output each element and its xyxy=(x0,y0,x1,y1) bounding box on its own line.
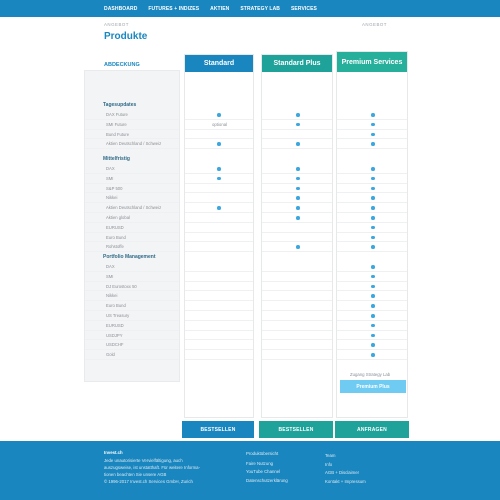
included-dot-icon xyxy=(371,187,375,191)
included-dot-icon xyxy=(371,113,375,117)
nav-item-futures-indizes[interactable]: FUTURES + INDIZES xyxy=(148,5,200,12)
footer-link-datenschutz[interactable]: Datenschutzerklärung xyxy=(246,478,288,483)
feature-row xyxy=(85,321,179,331)
page-title: Produkte xyxy=(104,31,148,42)
included-dot-icon xyxy=(371,314,375,318)
plan-cell-row xyxy=(262,350,332,360)
footer-link-produktuebersicht[interactable]: Produktübersicht xyxy=(246,451,279,456)
feature-label: DAX xyxy=(106,166,115,171)
included-dot-icon xyxy=(217,167,221,171)
included-dot-icon xyxy=(296,113,300,117)
included-dot-icon xyxy=(371,334,375,338)
plan-cell-row xyxy=(337,282,407,292)
plan-cell-row xyxy=(185,110,253,120)
plan-cell-row xyxy=(185,242,253,252)
plan-cell-row xyxy=(185,340,253,350)
feature-row xyxy=(85,223,179,233)
feature-label: S&P 500 xyxy=(106,185,123,191)
feature-label: Rohstoffe xyxy=(106,244,124,250)
plan-cell-row xyxy=(262,262,332,272)
plan-cell-row xyxy=(262,110,332,120)
plan-premium-services xyxy=(336,51,408,418)
plan-cell-row xyxy=(337,164,407,174)
plan-cell-row xyxy=(262,139,332,149)
plan-cell-row xyxy=(185,213,253,223)
included-dot-icon xyxy=(371,245,375,249)
plan-cell-row xyxy=(337,321,407,331)
plan-cell-row xyxy=(262,321,332,331)
feature-label: Euro Bund xyxy=(106,234,126,240)
included-dot-icon xyxy=(296,206,300,210)
plan-cell-row xyxy=(337,301,407,311)
included-dot-icon xyxy=(217,142,221,146)
included-dot-icon xyxy=(217,206,221,210)
included-dot-icon xyxy=(296,196,300,200)
footer-link-kontakt[interactable]: Kontakt + Impressum xyxy=(325,479,366,484)
included-dot-icon xyxy=(296,167,300,171)
feature-row xyxy=(85,291,179,301)
included-dot-icon xyxy=(371,123,375,127)
footer-text-line: Jede unautorisierte Vervielfältigung, auch xyxy=(104,458,183,463)
included-dot-icon xyxy=(371,265,375,269)
footer-text-line: auszugsweise, ist unstatthaft. Für weitere Informa- xyxy=(104,465,201,470)
category-mittelfristig: Mittelfristig xyxy=(103,156,130,162)
request-premium-button[interactable]: ANFRAGEN xyxy=(335,421,409,438)
plan-cell-row xyxy=(337,233,407,243)
included-dot-icon xyxy=(371,353,375,357)
included-dot-icon xyxy=(296,142,300,146)
plan-cell-row xyxy=(185,184,253,194)
plan-cell-row xyxy=(262,223,332,233)
included-dot-icon xyxy=(296,187,300,191)
feature-label: Aktien Deutschland / Schweiz xyxy=(106,141,162,147)
feature-column xyxy=(84,70,180,382)
plan-cell-row xyxy=(185,223,253,233)
feature-row xyxy=(85,203,179,213)
feature-row xyxy=(85,213,179,223)
feature-label: SMI xyxy=(106,273,114,279)
feature-row xyxy=(85,184,179,194)
feature-label: Nikkei xyxy=(106,195,118,201)
plan-cell-row xyxy=(337,242,407,252)
feature-row xyxy=(85,120,179,130)
footer-brand: Invest.ch xyxy=(104,450,123,455)
feature-row xyxy=(85,272,179,282)
plan-cell-row xyxy=(262,203,332,213)
feature-row xyxy=(85,242,179,252)
feature-label: Gold xyxy=(106,352,115,358)
included-dot-icon xyxy=(371,216,375,220)
plan-cell-row xyxy=(185,164,253,174)
buy-standard-button[interactable]: BESTSELLEN xyxy=(182,421,254,438)
plan-standard-plus xyxy=(261,54,333,418)
cell-note: optional xyxy=(212,122,228,128)
plan-cell-row xyxy=(262,340,332,350)
plan-cell-row xyxy=(262,331,332,341)
included-dot-icon xyxy=(371,142,375,146)
plan-cell-row xyxy=(185,272,253,282)
plan-cell-row xyxy=(337,272,407,282)
top-navigation xyxy=(0,0,500,17)
plan-cell-row xyxy=(337,262,407,272)
plan-cell-row xyxy=(185,139,253,149)
plan-cell-row xyxy=(185,130,253,140)
plan-cell-row xyxy=(185,291,253,301)
feature-label: Aktien Deutschland / Schweiz xyxy=(106,205,162,211)
included-dot-icon xyxy=(371,324,375,328)
included-dot-icon xyxy=(371,226,375,230)
page-content xyxy=(0,17,500,441)
feature-row xyxy=(85,282,179,292)
plan-cell-row xyxy=(262,291,332,301)
feature-label: USDJPY xyxy=(106,332,123,338)
plan-cell-row xyxy=(337,110,407,120)
plan-cell-row xyxy=(262,184,332,194)
plan-cell-row xyxy=(337,120,407,130)
included-dot-icon xyxy=(371,177,375,181)
included-dot-icon xyxy=(371,196,375,200)
plan-cell-row xyxy=(262,193,332,203)
feature-row xyxy=(85,130,179,140)
feature-row xyxy=(85,311,179,321)
feature-row xyxy=(85,301,179,311)
plan-cell-row xyxy=(262,282,332,292)
feature-row xyxy=(85,174,179,184)
nav-item-services[interactable]: SERVICES xyxy=(291,5,317,12)
footer-text-line: tionen beachten Sie unsere AGB xyxy=(104,472,167,477)
feature-label: SMI Future xyxy=(106,121,127,127)
plan-cell-row xyxy=(185,282,253,292)
plan-cell-row xyxy=(337,174,407,184)
plan-cell-row xyxy=(185,331,253,341)
footer-link-agb[interactable]: AGB + Disclaimer xyxy=(325,470,360,475)
plan-cell-row xyxy=(185,311,253,321)
feature-row xyxy=(85,193,179,203)
included-dot-icon xyxy=(371,285,375,289)
coverage-label: ABDECKUNG xyxy=(104,62,140,68)
category-portfolio-management: Portfolio Management xyxy=(103,254,156,260)
plan-cell-row xyxy=(337,311,407,321)
category-tagesupdates: Tagesupdates xyxy=(103,102,137,108)
plan-cell-row xyxy=(262,301,332,311)
plan-cell-row xyxy=(185,233,253,243)
feature-row xyxy=(85,340,179,350)
plan-header-premium-services: Premium Services xyxy=(337,52,407,72)
plan-cell-row xyxy=(337,139,407,149)
plan-cell-row xyxy=(337,291,407,301)
plan-cell-row xyxy=(185,301,253,311)
premium-extra-text: Zugang Strategy Lab xyxy=(350,372,391,377)
plan-cell-row xyxy=(185,262,253,272)
nav-item-strategy-lab[interactable]: STRATEGY LAB xyxy=(240,5,280,12)
plan-cell-row xyxy=(185,174,253,184)
feature-label: EURUSD xyxy=(106,224,124,230)
plan-header-standard-plus: Standard Plus xyxy=(262,55,332,72)
plan-cell-row xyxy=(337,331,407,341)
feature-label: DAX Future xyxy=(106,112,128,117)
included-dot-icon xyxy=(296,245,300,249)
included-dot-icon xyxy=(371,294,375,298)
breadcrumb-left[interactable]: ANGEBOT xyxy=(104,22,129,27)
plan-cell-row xyxy=(262,130,332,140)
plan-cell-row xyxy=(262,233,332,243)
feature-label: SMI xyxy=(106,175,114,181)
nav-item-dashboard[interactable]: DASHBOARD xyxy=(104,5,138,12)
feature-row xyxy=(85,350,179,360)
included-dot-icon xyxy=(371,206,375,210)
footer-link-youtube[interactable]: YouTube Channel xyxy=(246,469,281,474)
plan-cell-row xyxy=(185,120,253,130)
feature-row xyxy=(85,331,179,341)
plan-cell-row xyxy=(337,213,407,223)
included-dot-icon xyxy=(371,167,375,171)
premium-plus-button[interactable]: Premium Plus xyxy=(340,380,406,393)
plan-cell-row xyxy=(337,203,407,213)
feature-label: EURUSD xyxy=(106,322,124,328)
feature-label: USDCHF xyxy=(106,342,124,348)
feature-label: Bund Future xyxy=(106,131,130,137)
plan-cell-row xyxy=(337,193,407,203)
feature-row xyxy=(85,233,179,243)
included-dot-icon xyxy=(371,236,375,240)
included-dot-icon xyxy=(217,177,221,181)
plan-header-standard: Standard xyxy=(185,55,253,72)
feature-label: Euro Bund xyxy=(106,303,126,309)
included-dot-icon xyxy=(296,216,300,220)
plan-cell-row xyxy=(262,272,332,282)
plan-cell-row xyxy=(337,223,407,233)
footer-link-faire-nutzung[interactable]: Faire Nutzung xyxy=(246,461,273,466)
feature-label: Nikkei xyxy=(106,293,118,299)
nav-item-aktien[interactable]: AKTIEN xyxy=(210,5,230,12)
plan-cell-row xyxy=(262,164,332,174)
plan-cell-row xyxy=(185,321,253,331)
plan-cell-row xyxy=(262,120,332,130)
feature-label: DJ Eurostoxx 50 xyxy=(106,283,137,289)
plan-cell-row xyxy=(337,350,407,360)
included-dot-icon xyxy=(217,113,221,117)
included-dot-icon xyxy=(371,304,375,308)
buy-standard-plus-button[interactable]: BESTSELLEN xyxy=(259,421,333,438)
plan-cell-row xyxy=(337,130,407,140)
breadcrumb-right[interactable]: ANGEBOT xyxy=(362,22,387,27)
feature-label: DAX xyxy=(106,264,115,269)
feature-row xyxy=(85,262,179,272)
plan-standard xyxy=(184,54,254,418)
plan-cell-row xyxy=(262,174,332,184)
feature-label: Aktien global xyxy=(106,215,130,220)
plan-cell-row xyxy=(262,311,332,321)
included-dot-icon xyxy=(371,275,375,279)
plan-cell-row xyxy=(262,242,332,252)
plan-cell-row xyxy=(337,184,407,194)
feature-row xyxy=(85,139,179,149)
plan-cell-row xyxy=(185,203,253,213)
included-dot-icon xyxy=(371,343,375,347)
included-dot-icon xyxy=(296,177,300,181)
included-dot-icon xyxy=(296,123,300,127)
footer-link-info[interactable]: Info xyxy=(325,462,333,467)
footer-copyright: © 1996-2017 Invest.ch Services GmbH, Zurich xyxy=(104,479,193,484)
plan-cell-row xyxy=(337,340,407,350)
plan-cell-row xyxy=(185,350,253,360)
plan-cell-row xyxy=(262,213,332,223)
feature-row xyxy=(85,164,179,174)
feature-label: US Treasury xyxy=(106,313,130,318)
feature-row xyxy=(85,110,179,120)
plan-cell-row xyxy=(185,193,253,203)
included-dot-icon xyxy=(371,133,375,137)
footer xyxy=(0,441,500,500)
footer-link-team[interactable]: Team xyxy=(325,453,336,458)
